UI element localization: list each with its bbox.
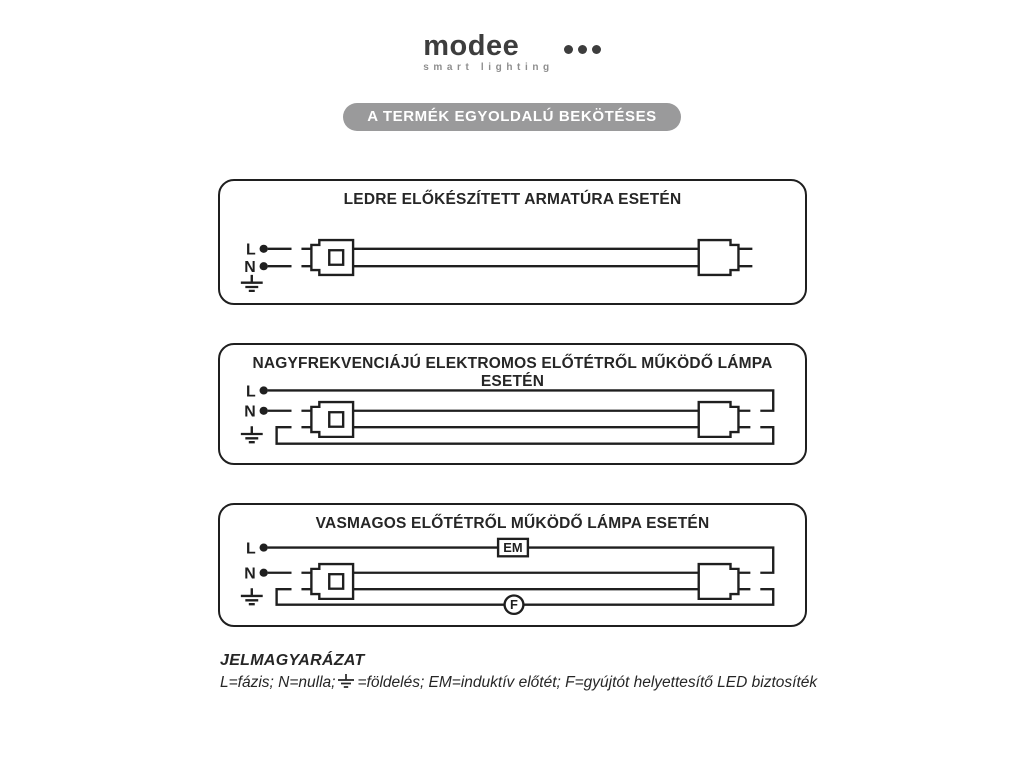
logo-tagline-text: smart lighting: [423, 62, 554, 73]
em-ballast-label: EM: [503, 540, 523, 555]
diagram-panel-magnetic-ballast: [218, 503, 807, 627]
legend: [220, 652, 820, 692]
fuse-label: F: [510, 597, 518, 612]
panel-title: LEDRE ELŐKÉSZÍTETT ARMATÚRA ESETÉN: [343, 191, 682, 208]
logo: [0, 30, 1024, 73]
wiring-diagram-led-ready: [220, 181, 805, 303]
wiring-diagram-magnetic-ballast: [220, 505, 805, 625]
legend-text-before: L=fázis; N=nulla;: [220, 674, 336, 691]
neutral-label: N: [244, 259, 256, 276]
earth-ground-icon: [241, 275, 263, 291]
logo-brand-text: modee: [423, 30, 520, 62]
earth-ground-icon: [337, 674, 355, 689]
legend-heading: JELMAGYARÁZAT: [220, 652, 365, 669]
tube-driver-square: [329, 250, 343, 265]
earth-ground-icon: [241, 588, 263, 604]
live-terminal-dot: [260, 245, 268, 253]
logo-dot-icon: [578, 45, 587, 54]
tube-body: [353, 249, 699, 266]
neutral-terminal-dot: [260, 262, 268, 270]
live-label: L: [246, 540, 256, 558]
wiring-diagram-hf-ballast: [220, 345, 805, 463]
earth-ground-icon: [241, 426, 263, 442]
panel-title: VASMAGOS ELŐTÉTRŐL MŰKÖDŐ LÁMPA ESETÉN: [315, 515, 710, 532]
tube-right-cap: [699, 240, 739, 275]
live-terminal-dot: [260, 386, 268, 394]
logo-dot-icon: [592, 45, 601, 54]
neutral-terminal-dot: [260, 407, 268, 415]
banner: [0, 103, 1024, 131]
live-terminal-dot: [260, 544, 268, 552]
logo-dots: [564, 45, 601, 54]
tube-body: [353, 573, 699, 589]
neutral-label: N: [244, 565, 256, 583]
diagram-panel-hf-ballast: [218, 343, 807, 465]
tube-right-cap: [699, 402, 739, 437]
tube-body: [353, 411, 699, 427]
tube-right-cap: [699, 564, 739, 599]
neutral-terminal-dot: [260, 569, 268, 577]
tube-driver-square: [329, 412, 343, 427]
logo-dot-icon: [564, 45, 573, 54]
panel-title: NAGYFREKVENCIÁJÚ ELEKTROMOS ELŐTÉTRŐL MŰKÖDŐ LÁMPA ESETÉN: [252, 355, 773, 390]
legend-text-after: =földelés; EM=induktív előtét; F=gyújtót helyettesítő LED biztosíték: [357, 674, 818, 691]
banner-pill: A TERMÉK EGYOLDALÚ BEKÖTÉSES: [343, 103, 681, 131]
tube-driver-square: [329, 574, 343, 589]
legend-line: [220, 674, 820, 692]
right-cap-pins: [738, 249, 752, 266]
live-label: L: [246, 383, 256, 401]
diagram-panel-led-ready: [218, 179, 807, 305]
neutral-label: N: [244, 403, 256, 421]
live-label: L: [246, 241, 256, 259]
